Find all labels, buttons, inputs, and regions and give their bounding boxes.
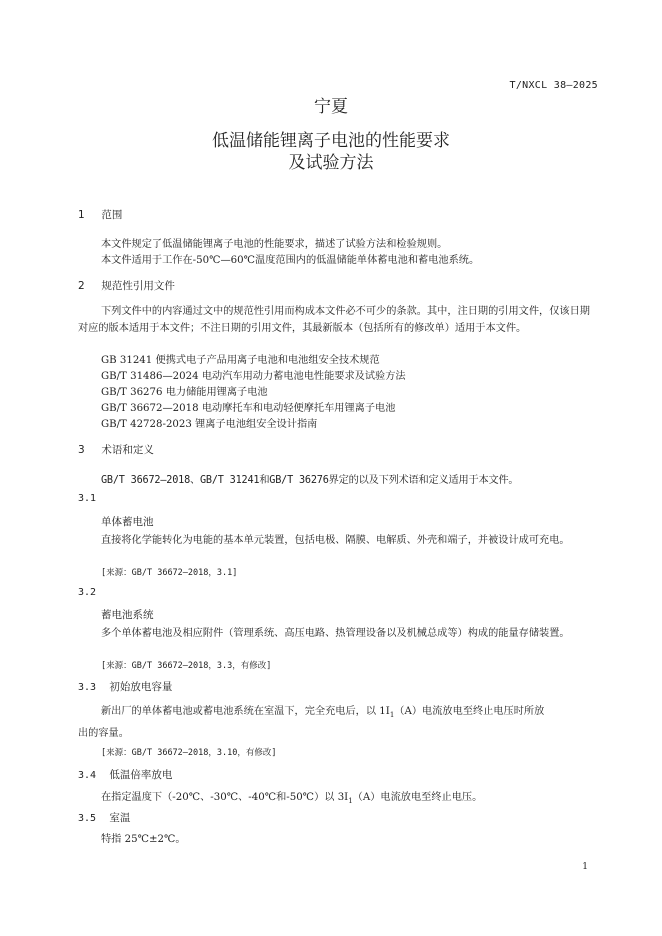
terms-intro: GB/T 36672—2018、GB/T 31241和GB/T 36276界定的以及下列术语和定义适用于本文件。 — [101, 475, 519, 486]
term-definition-line2: 出的容量。 — [78, 728, 129, 739]
section-3-heading — [78, 442, 154, 457]
term-title: 室温 — [109, 812, 131, 824]
document-title-line1: 低温储能锂离子电池的性能要求 — [212, 131, 450, 151]
subscript: 1 — [348, 797, 353, 806]
term-heading-3-3 — [78, 679, 172, 694]
term-definition: 特指 25℃±2℃。 — [101, 834, 186, 845]
term-number: 3.2 — [78, 587, 97, 598]
term-definition-line1 — [101, 702, 544, 719]
term-number: 3.3 — [78, 682, 97, 693]
region-title: 宁夏 — [314, 97, 348, 117]
term-number: 3.5 — [78, 813, 97, 824]
term-heading-3-5 — [78, 810, 130, 825]
term-title: 蓄电池系统 — [101, 609, 154, 621]
definition-text: 在指定温度下（-20℃、-30℃、-40℃和-50℃）以 3I — [101, 792, 349, 803]
section-title: 范围 — [101, 209, 123, 221]
term-source: [来源：GB/T 36672—2018，3.1] — [101, 568, 238, 578]
section-number: 1 — [78, 209, 85, 221]
term-heading-3-4 — [78, 767, 172, 782]
term-number: 3.1 — [78, 493, 97, 504]
term-number: 3.4 — [78, 770, 97, 781]
term-title: 初始放电容量 — [109, 681, 173, 693]
section-2-heading — [78, 278, 175, 293]
term-definition: 多个单体蓄电池及相应附件（管理系统、高压电路、热管理设备以及机械总成等）构成的能量存储装置。 — [101, 628, 570, 639]
term-title: 单体蓄电池 — [101, 516, 154, 528]
reference-item: GB/T 36672—2018 电动摩托车和电动轻便摩托车用锂离子电池 — [101, 403, 396, 414]
term-definition: 直接将化学能转化为电能的基本单元装置，包括电极、隔膜、电解质、外壳和端子，并被设计成可充电。 — [101, 535, 570, 546]
section-1-heading — [78, 207, 122, 222]
page-number: 1 — [582, 862, 588, 872]
term-title: 低温倍率放电 — [109, 769, 173, 781]
reference-item: GB/T 31486—2024 电动汽车用动力蓄电池电性能要求及试验方法 — [101, 371, 406, 382]
definition-text-tail: （A）电流放电至终止电压时所放 — [394, 706, 545, 717]
section-title: 规范性引用文件 — [101, 280, 175, 292]
term-source: [来源：GB/T 36672—2018，3.10，有修改] — [101, 748, 277, 758]
reference-item: GB 31241 便携式电子产品用离子电池和电池组安全技术规范 — [101, 355, 380, 366]
reference-item: GB/T 42728-2023 锂离子电池组安全设计指南 — [101, 419, 318, 430]
section-number: 3 — [78, 444, 85, 456]
document-number: T/NXCL 38—2025 — [509, 80, 598, 91]
term-source: [来源：GB/T 36672—2018，3.3，有修改] — [101, 661, 272, 671]
section-number: 2 — [78, 280, 85, 292]
section-title: 术语和定义 — [101, 444, 154, 456]
definition-text-tail: （A）电流放电至终止电压。 — [352, 792, 483, 803]
term-definition — [101, 788, 482, 805]
scope-paragraph-2: 本文件适用于工作在-50℃—60℃温度范围内的低温储能单体蓄电池和蓄电池系统。 — [101, 255, 480, 266]
normative-references-intro: 下列文件中的内容通过文中的规范性引用而构成本文件必不可少的条款。其中，注日期的引用文件，仅该日期对应的版本适用于本文件；不注日期的引用文件，其最新版本（包括所有的修改单）适用于本文件。 — [78, 306, 590, 334]
document-title-line2: 及试验方法 — [288, 153, 374, 173]
scope-paragraph-1: 本文件规定了低温储能锂离子电池的性能要求，描述了试验方法和检验规则。 — [101, 239, 448, 250]
reference-item: GB/T 36276 电力储能用锂离子电池 — [101, 387, 268, 398]
definition-text: 新出厂的单体蓄电池或蓄电池系统在室温下，完全充电后，以 1I — [101, 706, 390, 717]
subscript: 1 — [389, 711, 395, 720]
